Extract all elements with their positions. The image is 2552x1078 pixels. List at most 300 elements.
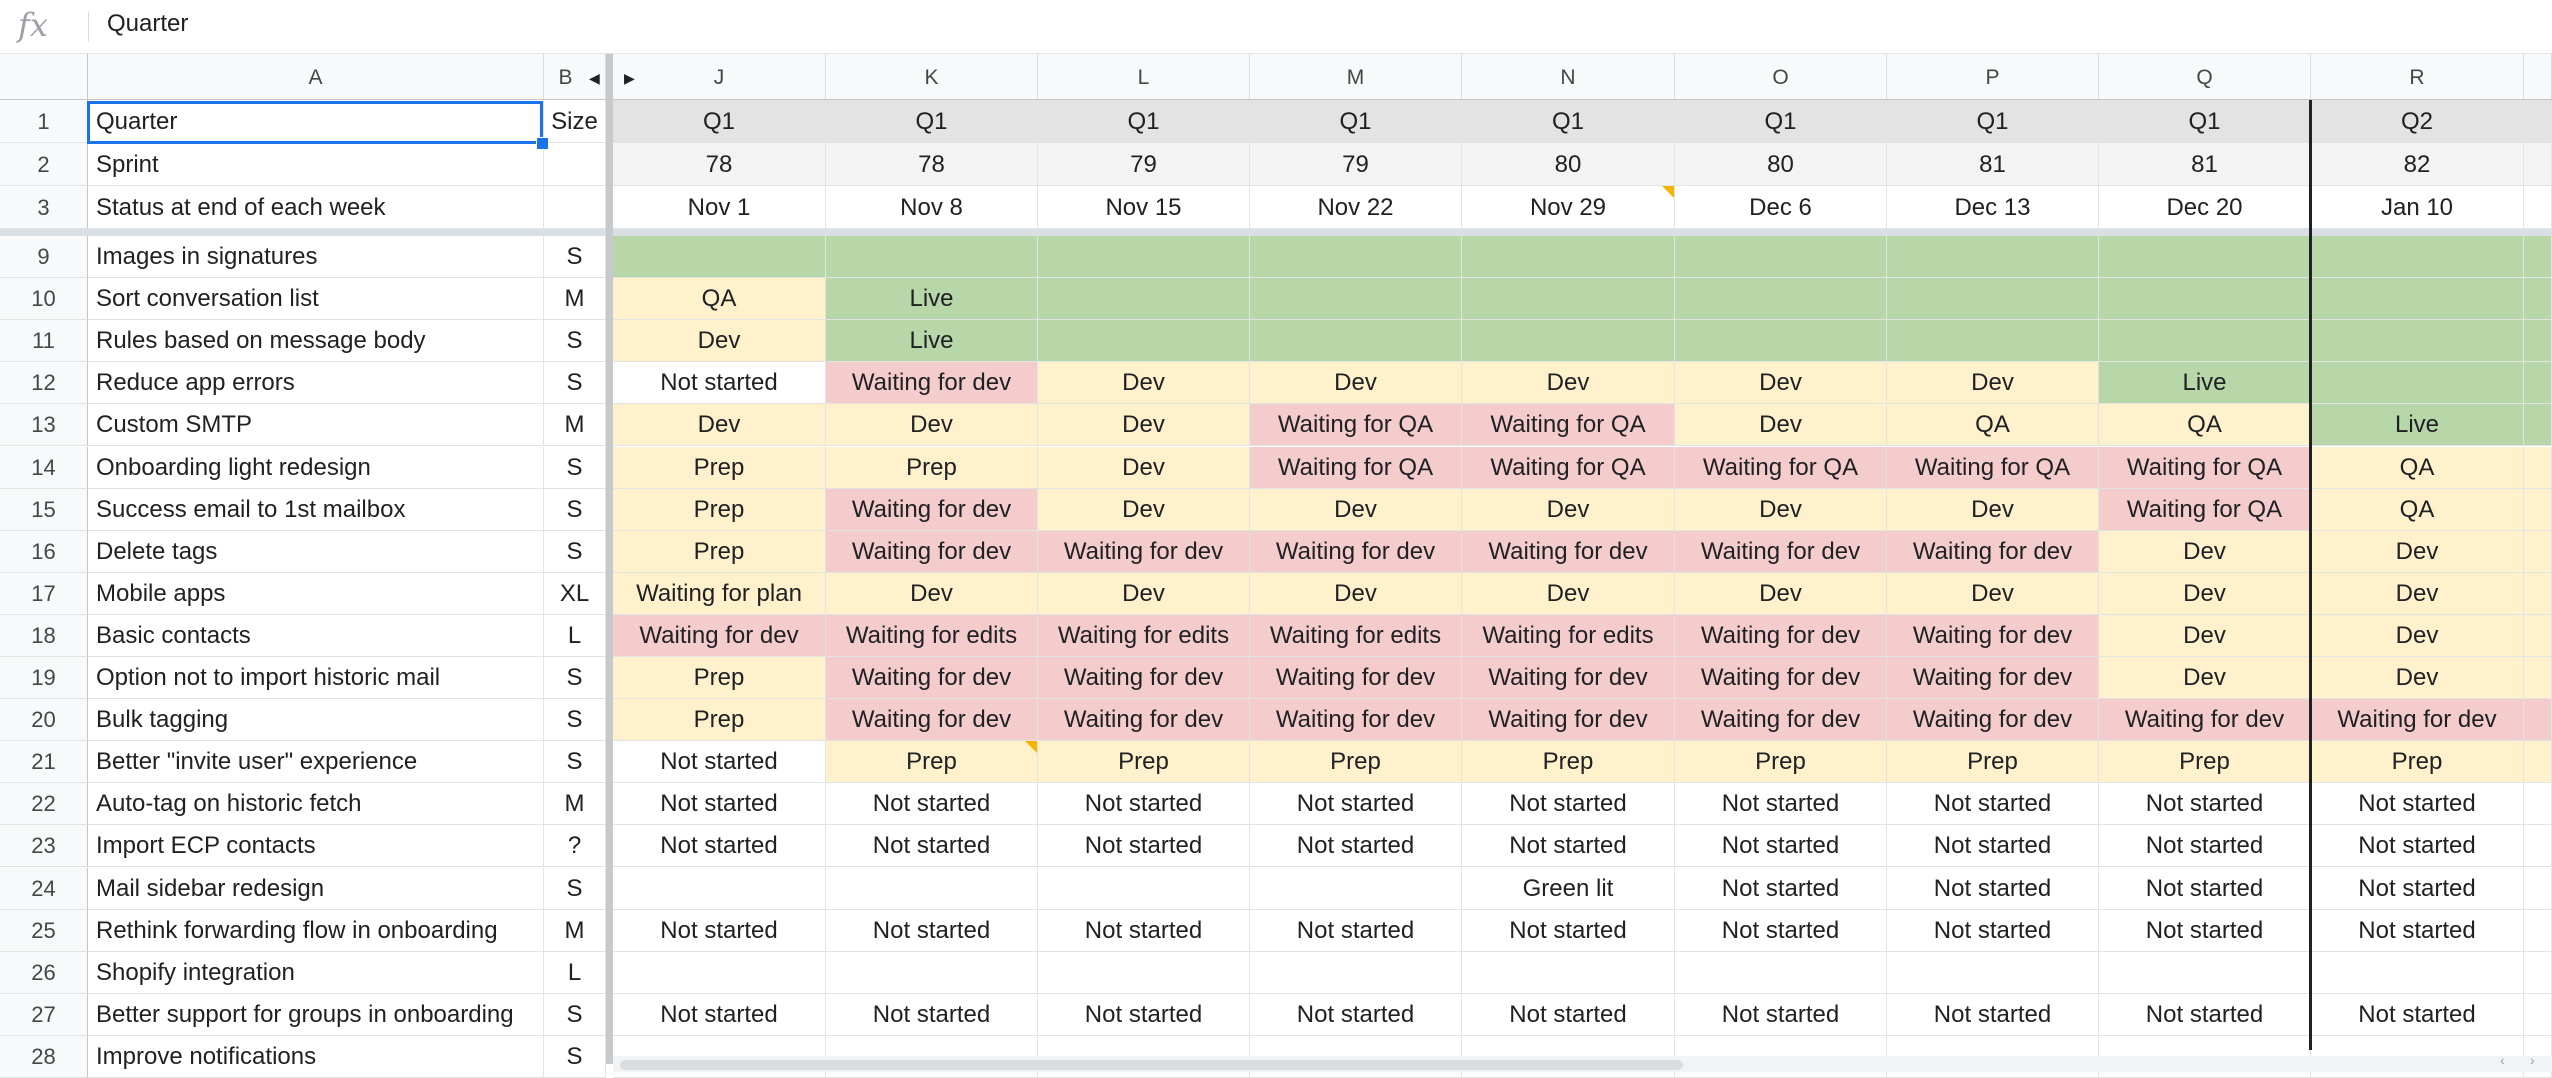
- status-cell[interactable]: Live: [826, 278, 1038, 320]
- status-cell[interactable]: [1250, 278, 1462, 320]
- status-cell[interactable]: [1250, 952, 1462, 994]
- header-value-cell[interactable]: Dec 13: [1887, 186, 2099, 229]
- header-value-cell[interactable]: 81: [2099, 143, 2311, 186]
- status-cell[interactable]: [1462, 278, 1675, 320]
- partial-column-cell[interactable]: [2524, 783, 2552, 825]
- status-cell[interactable]: Waiting for dev: [826, 489, 1038, 531]
- fill-handle[interactable]: [536, 137, 549, 150]
- status-cell[interactable]: [1038, 952, 1250, 994]
- partial-column-cell[interactable]: [2524, 615, 2552, 657]
- status-cell[interactable]: Not started: [2311, 910, 2524, 952]
- task-name-cell[interactable]: Sort conversation list: [88, 278, 544, 320]
- status-cell[interactable]: Not started: [2099, 868, 2311, 910]
- size-cell[interactable]: S: [544, 868, 606, 910]
- task-name-cell[interactable]: Better "invite user" experience: [88, 741, 544, 783]
- status-cell[interactable]: Waiting for dev: [1462, 657, 1675, 699]
- status-cell[interactable]: Dev: [2311, 657, 2524, 699]
- status-cell[interactable]: Not started: [1462, 910, 1675, 952]
- status-cell[interactable]: [1038, 278, 1250, 320]
- status-cell[interactable]: Waiting for dev: [826, 362, 1038, 404]
- status-cell[interactable]: [2099, 320, 2311, 362]
- row-header[interactable]: 11: [0, 320, 88, 362]
- status-cell[interactable]: QA: [2311, 489, 2524, 531]
- status-cell[interactable]: Prep: [1675, 741, 1887, 783]
- status-cell[interactable]: Waiting for QA: [1887, 447, 2099, 489]
- status-cell[interactable]: [1038, 236, 1250, 278]
- header-value-cell[interactable]: 80: [1462, 143, 1675, 186]
- header-value-cell[interactable]: Nov 15: [1038, 186, 1250, 229]
- select-all-corner[interactable]: [0, 54, 88, 99]
- status-cell[interactable]: Not started: [2099, 994, 2311, 1036]
- size-cell[interactable]: M: [544, 910, 606, 952]
- header-value-cell[interactable]: Q1: [1887, 100, 2099, 143]
- status-cell[interactable]: Waiting for dev: [1038, 657, 1250, 699]
- row-header[interactable]: 26: [0, 952, 88, 994]
- frozen-columns-divider[interactable]: [606, 54, 613, 1064]
- status-cell[interactable]: Prep: [613, 531, 826, 573]
- row-header[interactable]: 20: [0, 699, 88, 741]
- task-name-cell[interactable]: Delete tags: [88, 531, 544, 573]
- size-cell[interactable]: S: [544, 1036, 606, 1078]
- status-cell[interactable]: [1675, 278, 1887, 320]
- status-cell[interactable]: Not started: [613, 741, 826, 783]
- partial-column-cell[interactable]: [2524, 825, 2552, 867]
- row-header[interactable]: 23: [0, 825, 88, 867]
- partial-column-cell[interactable]: [2524, 278, 2552, 320]
- status-cell[interactable]: [2311, 952, 2524, 994]
- status-cell[interactable]: Prep: [613, 657, 826, 699]
- status-cell[interactable]: Green lit: [1462, 868, 1675, 910]
- status-cell[interactable]: Dev: [2099, 657, 2311, 699]
- status-cell[interactable]: Dev: [1038, 404, 1250, 446]
- status-cell[interactable]: Not started: [1462, 994, 1675, 1036]
- partial-column-cell[interactable]: [2524, 910, 2552, 952]
- status-cell[interactable]: [1250, 868, 1462, 910]
- status-cell[interactable]: Dev: [1887, 573, 2099, 615]
- status-cell[interactable]: Dev: [1675, 573, 1887, 615]
- partial-column-cell[interactable]: [2524, 952, 2552, 994]
- status-cell[interactable]: [2099, 278, 2311, 320]
- status-cell[interactable]: Waiting for dev: [1887, 531, 2099, 573]
- row-header[interactable]: 12: [0, 362, 88, 404]
- row-header[interactable]: 3: [0, 186, 88, 229]
- status-cell[interactable]: Not started: [826, 783, 1038, 825]
- status-cell[interactable]: Prep: [1038, 741, 1250, 783]
- header-value-cell[interactable]: Q1: [1462, 100, 1675, 143]
- task-name-cell[interactable]: Status at end of each week: [88, 186, 544, 229]
- row-header[interactable]: 16: [0, 531, 88, 573]
- column-header-p[interactable]: P: [1887, 54, 2099, 99]
- partial-column-cell[interactable]: [2524, 100, 2552, 143]
- header-value-cell[interactable]: Q1: [1675, 100, 1887, 143]
- status-cell[interactable]: [1887, 278, 2099, 320]
- status-cell[interactable]: Dev: [1675, 489, 1887, 531]
- status-cell[interactable]: Prep: [826, 741, 1038, 783]
- status-cell[interactable]: Waiting for edits: [826, 615, 1038, 657]
- column-header-j[interactable]: J: [613, 54, 826, 99]
- column-header-a[interactable]: A: [88, 54, 544, 99]
- partial-column-cell[interactable]: [2524, 236, 2552, 278]
- status-cell[interactable]: QA: [1887, 404, 2099, 446]
- status-cell[interactable]: [1887, 236, 2099, 278]
- status-cell[interactable]: [1675, 236, 1887, 278]
- partial-column-cell[interactable]: [2524, 404, 2552, 446]
- status-cell[interactable]: Dev: [2311, 573, 2524, 615]
- task-name-cell[interactable]: Mail sidebar redesign: [88, 868, 544, 910]
- status-cell[interactable]: Dev: [1038, 489, 1250, 531]
- status-cell[interactable]: [1038, 868, 1250, 910]
- status-cell[interactable]: Not started: [2311, 994, 2524, 1036]
- status-cell[interactable]: Dev: [2311, 531, 2524, 573]
- partial-column-cell[interactable]: [2524, 741, 2552, 783]
- status-cell[interactable]: Not started: [1887, 783, 2099, 825]
- status-cell[interactable]: Waiting for dev: [1462, 531, 1675, 573]
- scroll-left-icon[interactable]: ‹: [2500, 1052, 2505, 1068]
- status-cell[interactable]: [613, 236, 826, 278]
- status-cell[interactable]: Dev: [1462, 573, 1675, 615]
- status-cell[interactable]: Not started: [1675, 910, 1887, 952]
- status-cell[interactable]: Not started: [1675, 783, 1887, 825]
- header-value-cell[interactable]: Q1: [613, 100, 826, 143]
- status-cell[interactable]: Waiting for plan: [613, 573, 826, 615]
- row-header[interactable]: 24: [0, 868, 88, 910]
- row-header[interactable]: 9: [0, 236, 88, 278]
- status-cell[interactable]: Dev: [1462, 489, 1675, 531]
- status-cell[interactable]: Not started: [1675, 994, 1887, 1036]
- status-cell[interactable]: Prep: [1887, 741, 2099, 783]
- status-cell[interactable]: Waiting for dev: [1675, 531, 1887, 573]
- status-cell[interactable]: Not started: [1250, 994, 1462, 1036]
- row-header[interactable]: 1: [0, 100, 88, 143]
- status-cell[interactable]: Dev: [2311, 615, 2524, 657]
- status-cell[interactable]: Prep: [1250, 741, 1462, 783]
- status-cell[interactable]: Waiting for dev: [826, 531, 1038, 573]
- status-cell[interactable]: Dev: [1887, 362, 2099, 404]
- status-cell[interactable]: [2099, 236, 2311, 278]
- task-name-cell[interactable]: Custom SMTP: [88, 404, 544, 446]
- status-cell[interactable]: [826, 236, 1038, 278]
- row-header[interactable]: 28: [0, 1036, 88, 1078]
- status-cell[interactable]: Dev: [2099, 573, 2311, 615]
- status-cell[interactable]: [2311, 320, 2524, 362]
- cell-note-indicator-icon[interactable]: [1662, 186, 1674, 198]
- status-cell[interactable]: Not started: [613, 910, 826, 952]
- status-cell[interactable]: [1462, 236, 1675, 278]
- status-cell[interactable]: Prep: [2099, 741, 2311, 783]
- status-cell[interactable]: Not started: [1675, 868, 1887, 910]
- status-cell[interactable]: [1887, 320, 2099, 362]
- status-cell[interactable]: QA: [613, 278, 826, 320]
- hidden-columns-right-arrow-icon[interactable]: ▶: [624, 70, 635, 86]
- status-cell[interactable]: [2099, 952, 2311, 994]
- frozen-rows-divider[interactable]: [0, 229, 2552, 236]
- size-cell[interactable]: M: [544, 404, 606, 446]
- column-header-s-partial[interactable]: [2524, 54, 2552, 99]
- status-cell[interactable]: Not started: [613, 362, 826, 404]
- status-cell[interactable]: Dev: [1038, 447, 1250, 489]
- size-cell[interactable]: ?: [544, 825, 606, 867]
- column-header-o[interactable]: O: [1675, 54, 1887, 99]
- status-cell[interactable]: Dev: [1038, 362, 1250, 404]
- status-cell[interactable]: QA: [2311, 447, 2524, 489]
- size-cell[interactable]: M: [544, 783, 606, 825]
- status-cell[interactable]: Waiting for dev: [1250, 699, 1462, 741]
- status-cell[interactable]: Not started: [826, 825, 1038, 867]
- status-cell[interactable]: Dev: [1462, 362, 1675, 404]
- status-cell[interactable]: Waiting for QA: [1250, 404, 1462, 446]
- status-cell[interactable]: [1038, 320, 1250, 362]
- status-cell[interactable]: Prep: [613, 699, 826, 741]
- header-value-cell[interactable]: Dec 6: [1675, 186, 1887, 229]
- status-cell[interactable]: Waiting for QA: [1462, 404, 1675, 446]
- status-cell[interactable]: Not started: [1250, 825, 1462, 867]
- header-value-cell[interactable]: 80: [1675, 143, 1887, 186]
- status-cell[interactable]: Waiting for dev: [1887, 657, 2099, 699]
- row-header[interactable]: 15: [0, 489, 88, 531]
- row-header[interactable]: 25: [0, 910, 88, 952]
- status-cell[interactable]: [2311, 236, 2524, 278]
- status-cell[interactable]: [1462, 320, 1675, 362]
- status-cell[interactable]: Waiting for dev: [2099, 699, 2311, 741]
- task-name-cell[interactable]: Rethink forwarding flow in onboarding: [88, 910, 544, 952]
- status-cell[interactable]: Dev: [1038, 573, 1250, 615]
- task-name-cell[interactable]: Auto-tag on historic fetch: [88, 783, 544, 825]
- status-cell[interactable]: Dev: [613, 404, 826, 446]
- status-cell[interactable]: Waiting for dev: [1675, 657, 1887, 699]
- status-cell[interactable]: Prep: [1462, 741, 1675, 783]
- status-cell[interactable]: Not started: [2311, 783, 2524, 825]
- task-name-cell[interactable]: Rules based on message body: [88, 320, 544, 362]
- status-cell[interactable]: Not started: [1462, 783, 1675, 825]
- task-name-cell[interactable]: Mobile apps: [88, 573, 544, 615]
- status-cell[interactable]: Dev: [1887, 489, 2099, 531]
- size-cell[interactable]: S: [544, 699, 606, 741]
- status-cell[interactable]: [1250, 236, 1462, 278]
- status-cell[interactable]: Prep: [613, 447, 826, 489]
- size-cell[interactable]: M: [544, 278, 606, 320]
- status-cell[interactable]: Dev: [1675, 362, 1887, 404]
- status-cell[interactable]: Dev: [2099, 615, 2311, 657]
- status-cell[interactable]: Not started: [826, 994, 1038, 1036]
- status-cell[interactable]: Not started: [1038, 994, 1250, 1036]
- formula-input[interactable]: Quarter: [107, 10, 189, 37]
- header-value-cell[interactable]: Nov 8: [826, 186, 1038, 229]
- row-header[interactable]: 22: [0, 783, 88, 825]
- status-cell[interactable]: Live: [2311, 404, 2524, 446]
- status-cell[interactable]: Prep: [826, 447, 1038, 489]
- status-cell[interactable]: Waiting for edits: [1250, 615, 1462, 657]
- partial-column-cell[interactable]: [2524, 489, 2552, 531]
- size-cell[interactable]: XL: [544, 573, 606, 615]
- header-value-cell[interactable]: Q1: [826, 100, 1038, 143]
- status-cell[interactable]: Waiting for QA: [1250, 447, 1462, 489]
- partial-column-cell[interactable]: [2524, 657, 2552, 699]
- status-cell[interactable]: Dev: [826, 573, 1038, 615]
- task-name-cell[interactable]: Shopify integration: [88, 952, 544, 994]
- hidden-columns-left-arrow-icon[interactable]: ◀: [589, 70, 600, 86]
- status-cell[interactable]: Waiting for dev: [1250, 531, 1462, 573]
- partial-column-cell[interactable]: [2524, 320, 2552, 362]
- status-cell[interactable]: Waiting for QA: [2099, 489, 2311, 531]
- header-value-cell[interactable]: Nov 1: [613, 186, 826, 229]
- task-name-cell[interactable]: Basic contacts: [88, 615, 544, 657]
- status-cell[interactable]: Not started: [2099, 910, 2311, 952]
- status-cell[interactable]: [826, 868, 1038, 910]
- task-name-cell[interactable]: Bulk tagging: [88, 699, 544, 741]
- column-header-k[interactable]: K: [826, 54, 1038, 99]
- task-name-cell[interactable]: Success email to 1st mailbox: [88, 489, 544, 531]
- task-name-cell[interactable]: Images in signatures: [88, 236, 544, 278]
- row-header[interactable]: 21: [0, 741, 88, 783]
- partial-column-cell[interactable]: [2524, 699, 2552, 741]
- status-cell[interactable]: Waiting for dev: [1675, 699, 1887, 741]
- status-cell[interactable]: Waiting for dev: [1038, 531, 1250, 573]
- status-cell[interactable]: [2311, 278, 2524, 320]
- partial-column-cell[interactable]: [2524, 362, 2552, 404]
- status-cell[interactable]: Dev: [1250, 362, 1462, 404]
- status-cell[interactable]: Dev: [1675, 404, 1887, 446]
- row-header[interactable]: 2: [0, 143, 88, 186]
- status-cell[interactable]: Dev: [1250, 489, 1462, 531]
- status-cell[interactable]: Prep: [2311, 741, 2524, 783]
- column-header-m[interactable]: M: [1250, 54, 1462, 99]
- size-cell[interactable]: [544, 143, 606, 186]
- header-value-cell[interactable]: Jan 10: [2311, 186, 2524, 229]
- column-header-n[interactable]: N: [1462, 54, 1675, 99]
- partial-column-cell[interactable]: [2524, 994, 2552, 1036]
- header-value-cell[interactable]: Nov 29: [1462, 186, 1675, 229]
- status-cell[interactable]: Live: [2099, 362, 2311, 404]
- header-value-cell[interactable]: 78: [826, 143, 1038, 186]
- header-value-cell[interactable]: 82: [2311, 143, 2524, 186]
- status-cell[interactable]: [613, 868, 826, 910]
- row-header[interactable]: 14: [0, 447, 88, 489]
- status-cell[interactable]: Waiting for dev: [826, 699, 1038, 741]
- column-header-l[interactable]: L: [1038, 54, 1250, 99]
- row-header[interactable]: 18: [0, 615, 88, 657]
- status-cell[interactable]: Waiting for edits: [1038, 615, 1250, 657]
- status-cell[interactable]: Waiting for dev: [826, 657, 1038, 699]
- status-cell[interactable]: Waiting for dev: [1462, 699, 1675, 741]
- status-cell[interactable]: Not started: [1887, 910, 2099, 952]
- status-cell[interactable]: Dev: [1250, 573, 1462, 615]
- header-value-cell[interactable]: 78: [613, 143, 826, 186]
- status-cell[interactable]: Not started: [1038, 783, 1250, 825]
- status-cell[interactable]: Waiting for QA: [1462, 447, 1675, 489]
- size-cell[interactable]: S: [544, 362, 606, 404]
- status-cell[interactable]: Not started: [826, 910, 1038, 952]
- size-cell[interactable]: S: [544, 994, 606, 1036]
- header-value-cell[interactable]: Q2: [2311, 100, 2524, 143]
- status-cell[interactable]: Prep: [613, 489, 826, 531]
- size-cell[interactable]: S: [544, 657, 606, 699]
- status-cell[interactable]: Waiting for dev: [1250, 657, 1462, 699]
- status-cell[interactable]: Waiting for dev: [1038, 699, 1250, 741]
- status-cell[interactable]: Live: [826, 320, 1038, 362]
- task-name-cell[interactable]: Onboarding light redesign: [88, 447, 544, 489]
- header-value-cell[interactable]: 79: [1250, 143, 1462, 186]
- size-cell[interactable]: L: [544, 952, 606, 994]
- status-cell[interactable]: Not started: [1038, 910, 1250, 952]
- row-header[interactable]: 27: [0, 994, 88, 1036]
- status-cell[interactable]: Not started: [613, 783, 826, 825]
- status-cell[interactable]: Not started: [2311, 868, 2524, 910]
- status-cell[interactable]: Dev: [2099, 531, 2311, 573]
- header-value-cell[interactable]: Nov 22: [1250, 186, 1462, 229]
- status-cell[interactable]: Waiting for QA: [2099, 447, 2311, 489]
- status-cell[interactable]: Not started: [2311, 825, 2524, 867]
- scroll-right-icon[interactable]: ›: [2530, 1052, 2535, 1068]
- task-name-cell[interactable]: Quarter: [88, 100, 544, 143]
- status-cell[interactable]: Not started: [613, 825, 826, 867]
- cell-note-indicator-icon[interactable]: [1025, 741, 1037, 753]
- size-cell[interactable]: L: [544, 615, 606, 657]
- row-header[interactable]: 17: [0, 573, 88, 615]
- status-cell[interactable]: Not started: [2099, 783, 2311, 825]
- status-cell[interactable]: Waiting for dev: [2311, 699, 2524, 741]
- status-cell[interactable]: Not started: [1675, 825, 1887, 867]
- partial-column-cell[interactable]: [2524, 531, 2552, 573]
- status-cell[interactable]: Waiting for dev: [613, 615, 826, 657]
- status-cell[interactable]: Waiting for dev: [1675, 615, 1887, 657]
- row-header[interactable]: 19: [0, 657, 88, 699]
- size-cell[interactable]: S: [544, 320, 606, 362]
- status-cell[interactable]: Not started: [1250, 783, 1462, 825]
- task-name-cell[interactable]: Reduce app errors: [88, 362, 544, 404]
- size-cell[interactable]: S: [544, 489, 606, 531]
- partial-column-cell[interactable]: [2524, 186, 2552, 229]
- status-cell[interactable]: Not started: [1887, 994, 2099, 1036]
- partial-column-cell[interactable]: [2524, 573, 2552, 615]
- status-cell[interactable]: Waiting for QA: [1675, 447, 1887, 489]
- status-cell[interactable]: Not started: [1462, 825, 1675, 867]
- status-cell[interactable]: Waiting for edits: [1462, 615, 1675, 657]
- status-cell[interactable]: Waiting for dev: [1887, 615, 2099, 657]
- status-cell[interactable]: Dev: [613, 320, 826, 362]
- column-header-r[interactable]: R: [2311, 54, 2524, 99]
- column-header-q[interactable]: Q: [2099, 54, 2311, 99]
- partial-column-cell[interactable]: [2524, 868, 2552, 910]
- status-cell[interactable]: Not started: [1038, 825, 1250, 867]
- task-name-cell[interactable]: Sprint: [88, 143, 544, 186]
- size-cell[interactable]: S: [544, 447, 606, 489]
- status-cell[interactable]: [826, 952, 1038, 994]
- header-value-cell[interactable]: Q1: [2099, 100, 2311, 143]
- task-name-cell[interactable]: Better support for groups in onboarding: [88, 994, 544, 1036]
- status-cell[interactable]: Not started: [1887, 868, 2099, 910]
- partial-column-cell[interactable]: [2524, 143, 2552, 186]
- size-cell[interactable]: S: [544, 236, 606, 278]
- size-cell[interactable]: S: [544, 741, 606, 783]
- status-cell[interactable]: Not started: [2099, 825, 2311, 867]
- status-cell[interactable]: Not started: [1250, 910, 1462, 952]
- status-cell[interactable]: Not started: [613, 994, 826, 1036]
- status-cell[interactable]: [1675, 320, 1887, 362]
- status-cell[interactable]: Dev: [826, 404, 1038, 446]
- selected-cell-a1[interactable]: [87, 101, 543, 144]
- size-cell[interactable]: [544, 186, 606, 229]
- header-value-cell[interactable]: Q1: [1250, 100, 1462, 143]
- header-value-cell[interactable]: 81: [1887, 143, 2099, 186]
- size-cell[interactable]: S: [544, 531, 606, 573]
- status-cell[interactable]: Waiting for dev: [1887, 699, 2099, 741]
- status-cell[interactable]: QA: [2099, 404, 2311, 446]
- header-value-cell[interactable]: Q1: [1038, 100, 1250, 143]
- size-cell[interactable]: Size: [544, 100, 606, 143]
- status-cell[interactable]: [2311, 362, 2524, 404]
- task-name-cell[interactable]: Improve notifications: [88, 1036, 544, 1078]
- header-value-cell[interactable]: Dec 20: [2099, 186, 2311, 229]
